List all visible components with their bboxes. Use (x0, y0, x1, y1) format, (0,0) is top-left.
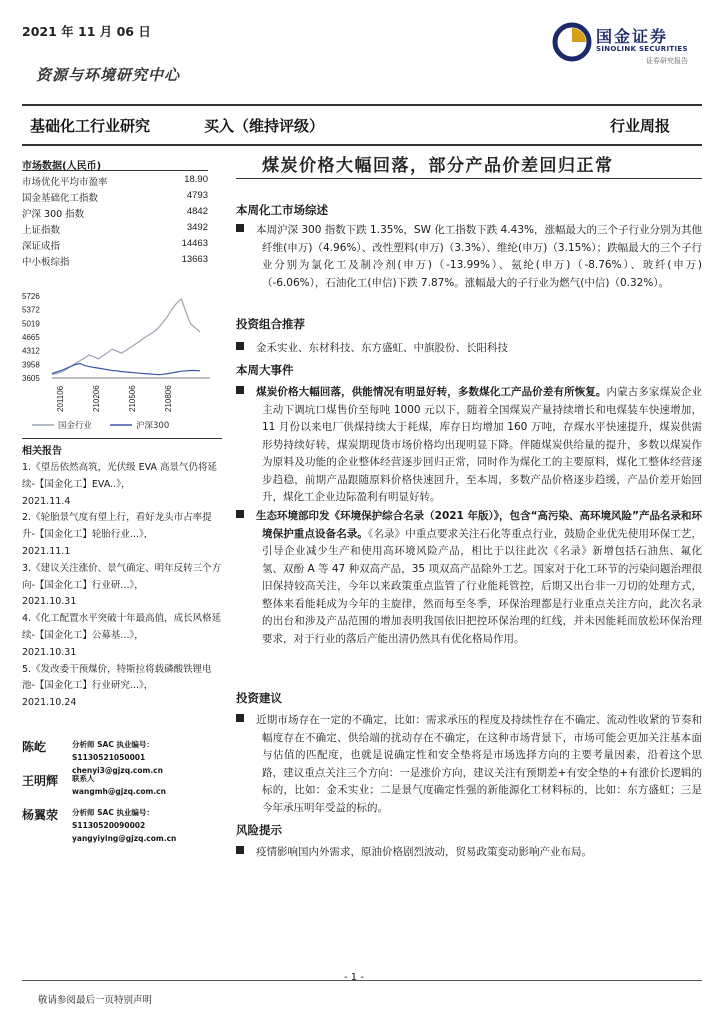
y-tick-label: 5372 (22, 305, 40, 315)
legend-label: 国金行业 (58, 421, 93, 431)
related-item[interactable]: 2021.11.4 (22, 495, 71, 507)
index-chart (20, 288, 220, 438)
market-row (22, 206, 208, 222)
related-item[interactable]: 2021.10.24 (22, 697, 77, 709)
footer-rule (22, 980, 702, 981)
rating: 买入（维持评级） (204, 117, 325, 135)
page-number: - 1 - (344, 972, 364, 983)
tagline: 证券研究报告 (646, 57, 688, 65)
market-label: 市场优化平均市盈率 (22, 177, 108, 188)
market-row (22, 222, 208, 238)
event-env: 生态环境部印发《环境保护综合名录（2021 年版）》，包含“高污染、高环境风险”产品名录和环境保护重点设备名录。《名录》中重点要求关注石化等重点行业，鼓励企业优先使用环保工艺，引导企业减少生产和使用高环境风险产品，相比于以往此次《名录》新增包括石油焦、氟化氢、双酚 A 等 47 种双高产品，35 项双高产品除外工艺。国家对于化工环节的污染问题治理很旧保持较高关注，今年以来政策重点监管了行业能耗管控，后期又出台非一刀切的处理方式，整体来看能耗成为今年的主旋律，然而每至冬季，环保治理都是行业重点关注方向，此次名录的出台和涉及产品范围的增加表明我国依旧把控环保治理的红线，并未因能耗而放松环保治理要求，对于行业的落后产能出清仍然具有优化格局作用。 (236, 508, 702, 648)
analyst-name: 杨翼荥 (22, 808, 59, 822)
market-data-title: 市场数据(人民币) (22, 161, 102, 172)
section-market-summary: 本周化工市场综述 (236, 203, 328, 217)
section-events: 本周大事件 (236, 363, 294, 377)
bullet-icon (236, 714, 244, 722)
bullet-icon (236, 342, 244, 350)
related-item[interactable]: 2021.10.31 (22, 596, 77, 608)
legend-label: 沪深300 (136, 421, 170, 431)
advice-text: 近期市场存在一定的不确定，比如：需求承压的程度及持续性存在不确定、流动性收紧的节奏和幅度存在不确定、供给端的扰动存在不确定，在这种市场背景下，市场可能会更加关注基本面与估值的匹配度，也就是说确定性和安全垫将是市场选择方向的主要考量因素，沿着这个思路，建议重点关注三个方向：一是涨价方向，建议关注有预期差+有安全垫的+有涨价长逻辑的标的，比如：金禾实业；二是景气度确定性强的新能源化工材料标的，比如：东方盛虹；三是今年承压明年受益的标的。 (236, 712, 702, 817)
related-divider (22, 438, 222, 439)
market-label: 沪深 300 指数 (22, 209, 85, 220)
analyst-email[interactable]: yangyiying@gjzq.com.cn (72, 834, 177, 843)
analyst-2 (22, 772, 166, 796)
disclaimer: 敬请参阅最后一页特别声明 (38, 995, 153, 1006)
related-item[interactable]: 4.《化工配置水平突破十年最高值，成长风格延续-【国金化工】公募基...》， (22, 613, 222, 641)
research-center: 资源与环境研究中心 (36, 66, 181, 84)
market-divider (22, 170, 208, 171)
related-item[interactable]: 2021.11.1 (22, 545, 71, 557)
related-reports (22, 460, 222, 712)
market-value: 13663 (181, 254, 208, 265)
logo-name: 国金证券 (596, 27, 669, 46)
y-tick-label: 4312 (22, 346, 40, 356)
market-value: 14463 (181, 238, 208, 249)
portfolio-text: 金禾实业、东材科技、东方盛虹、中旗股份、长阳科技 (236, 340, 702, 358)
report-type: 行业周报 (610, 117, 671, 135)
related-item[interactable]: 3.《建议关注涨价、景气确定、明年反转三个方向-【国金化工】行业研...》， (22, 562, 222, 591)
company-logo (552, 22, 712, 66)
bullet-icon (236, 846, 244, 854)
market-label: 上证指数 (22, 225, 61, 236)
analyst-cert: 分析师 SAC 执业编号：S1130520090002 (72, 808, 154, 830)
series-line-0 (52, 299, 200, 374)
analyst-email[interactable]: chenyi3@gjzq.com.cn (72, 766, 163, 775)
related-item[interactable]: 2021.10.31 (22, 646, 77, 658)
market-row (22, 190, 208, 206)
analyst-1 (22, 738, 163, 775)
index-chart-svg (20, 288, 220, 438)
report-date: 2021 年 11 月 06 日 (22, 24, 151, 39)
market-row (22, 238, 208, 254)
logo-subtitle: SINOLINK SECURITIES (596, 45, 688, 53)
market-value: 4793 (186, 190, 208, 201)
series-line-1 (52, 364, 200, 375)
y-tick-label: 4665 (22, 333, 40, 342)
analyst-3 (22, 806, 177, 843)
analyst-cert: 联系人 (72, 774, 95, 783)
bullet-icon (236, 224, 244, 232)
market-label: 深证成指 (22, 241, 61, 252)
event-coal: 煤炭价格大幅回落，供能情况有明显好转，多数煤化工产品价差有所恢复。内蒙古多家煤炭企业主动下调坑口煤售价至每吨 1000 元以下，随着全国煤炭产量持续增长和电煤装车快速增加，11 月份以来电厂供煤持续大于耗煤，库存日均增加 160 万吨，存煤水平快速提升，煤炭供需形势持续好转，煤炭期现货市场价格均出现明显下降。伴随煤炭供给量的提升，多数以煤炭作为原料及功能的企业整体经营逐步回归正常，同时作为煤化工的主要原料，煤化工整体经营逐步趋稳，前期产品跟随原料价格快速回升，至本周，多数产品价格逐步趋缓，产品价差开始回升，煤化工企业边际盈利有明显好转。 (236, 384, 702, 507)
related-item[interactable]: 5.《发改委干预煤价，特斯拉将载磷酸铁锂电池-【国金化工】行业研究...》， (22, 663, 212, 692)
market-value: 18.90 (184, 174, 208, 185)
y-tick-label: 5019 (22, 319, 40, 329)
section-risk: 风险提示 (236, 823, 282, 837)
market-label: 中小板综指 (22, 257, 70, 268)
title-rule (236, 178, 702, 179)
industry-title: 基础化工行业研究 (30, 117, 151, 135)
risk-text: 疫情影响国内外需求，原油价格剧烈波动，贸易政策变动影响产业布局。 (236, 844, 702, 862)
section-advice: 投资建议 (236, 691, 282, 705)
y-tick-label: 5726 (22, 292, 40, 301)
x-tick-label: 210506 (128, 385, 137, 412)
x-tick-label: 210206 (92, 385, 101, 412)
market-value: 3492 (186, 222, 208, 233)
market-row (22, 174, 208, 190)
y-tick-label: 3958 (22, 360, 40, 370)
market-summary-text: 本周沪深 300 指数下跌 1.35%，SW 化工指数下跌 4.43%，涨幅最大的三个子行业分别为其他纤维(申万)（4.96%）、改性塑料(申万)（3.3%）、维纶(申万)（3.15%）；跌幅最大的三个子行业分别为氯化工及制冷剂(申万)（-13.99%）、氨纶(申万)（-8.76%）、玻纤(申万)（-6.06%），石油化工(申信)下跌 7.87%。涨幅最大的子行业为燃气(中信)（0.32%）。 (236, 222, 702, 292)
logo-mark-icon (552, 22, 592, 62)
related-item[interactable]: 2.《轮胎景气度有望上行，看好龙头市占率提升-【国金化工】轮胎行业...》， (22, 512, 212, 541)
analyst-name: 王明辉 (22, 774, 59, 788)
analyst-email[interactable]: wangmh@gjzq.com.cn (72, 787, 166, 796)
market-row (22, 254, 208, 270)
y-tick-label: 3605 (22, 374, 40, 383)
header-rule (22, 104, 702, 106)
related-title: 相关报告 (22, 446, 62, 457)
x-tick-label: 201106 (56, 385, 65, 412)
section-portfolio: 投资组合推荐 (236, 317, 305, 331)
header-rule-bottom (22, 144, 702, 146)
market-label: 国金基础化工指数 (22, 193, 99, 204)
analyst-cert: 分析师 SAC 执业编号：S1130521050001 (72, 740, 154, 762)
analyst-name: 陈屹 (22, 740, 47, 754)
x-tick-label: 210806 (164, 385, 173, 412)
market-value: 4842 (186, 206, 208, 217)
related-item[interactable]: 1.《望岳依然高筑，光伏级 EVA 高景气仍将延续-【国金化工】EVA..》， (22, 462, 217, 490)
report-title: 煤炭价格大幅回落，部分产品价差回归正常 (262, 156, 614, 176)
bullet-icon (236, 510, 244, 518)
bullet-icon (236, 386, 244, 394)
